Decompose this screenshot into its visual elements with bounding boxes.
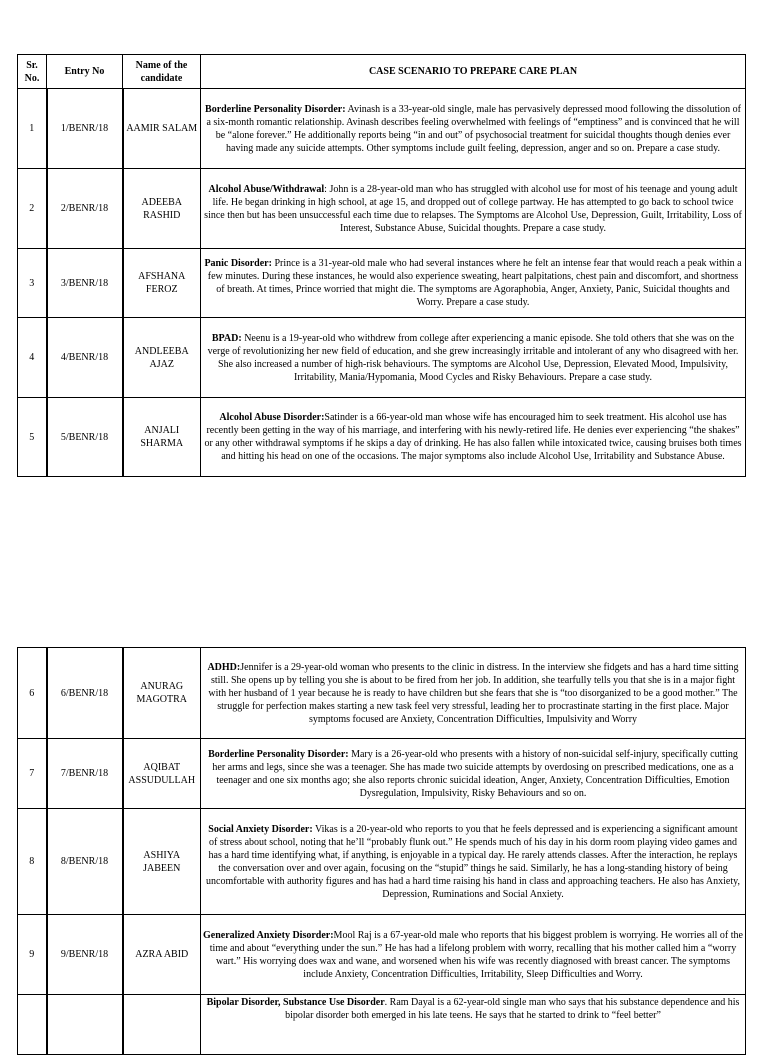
care-plan-table-bottom xyxy=(17,647,746,1055)
scenario-text: Satinder is a 66-year-old man whose wife has encouraged him to seek treatment. His alcohol use has recently been getting in the way of his marriage, and interfering with his newly-retired life. He denies ever experiencing “the shakes” or any other withdrawal symptoms if he skips a day of drinking. He has also fallen while intoxicated twice, causing bruises both times and hitting his head on one of the occasions. The major symptoms also include Alcohol Use, Irritability and Substance Abuse. xyxy=(204,412,742,462)
row-sr: 9 xyxy=(18,915,47,995)
row-sr: 1 xyxy=(18,89,47,169)
row-name: ASHIYA JABEEN xyxy=(123,809,201,915)
row-scenario xyxy=(201,89,746,169)
table-row xyxy=(18,915,746,995)
row-entry xyxy=(47,995,123,1055)
row-sr: 6 xyxy=(18,648,47,739)
header-candidate: Name of the candidate xyxy=(123,55,201,89)
row-name: AQIBAT ASSUDULLAH xyxy=(123,739,201,809)
row-name xyxy=(123,995,201,1055)
header-scenario: CASE SCENARIO TO PREPARE CARE PLAN xyxy=(201,55,746,89)
scenario-title: Borderline Personality Disorder: xyxy=(205,103,346,115)
row-name: ANURAG MAGOTRA xyxy=(123,648,201,739)
row-sr xyxy=(18,995,47,1055)
row-scenario xyxy=(201,318,746,398)
row-scenario xyxy=(201,169,746,249)
table-row xyxy=(18,648,746,739)
row-name: ANJALI SHARMA xyxy=(123,398,201,477)
row-scenario xyxy=(201,995,746,1055)
row-scenario xyxy=(201,249,746,318)
table-row xyxy=(18,318,746,398)
row-name: ANDLEEBA AJAZ xyxy=(123,318,201,398)
scenario-title: Bipolar Disorder, Substance Use Disorder xyxy=(206,997,385,1008)
scenario-text: Neenu is a 19-year-old who withdrew from college after experiencing a manic episode. She told others that she was on the verge of revolutionizing her new field of education, and she grew increasingly irritable and intolerant of any who disagreed with her. She also increased a number of high-risk behaviours. The symptoms are Alcohol Use, Depression, Elevated Mood, Impulsivity, Irritability, Mania/Hypomania, Mood Cycles and Risky Behaviours. Prepare a case study. xyxy=(207,332,739,383)
row-entry: 9/BENR/18 xyxy=(47,915,123,995)
table-row xyxy=(18,398,746,477)
scenario-text: Prince is a 31-year-old male who had several instances where he felt an intense fear that would reach a peak within a few minutes. During these instances, he would also experience sweating, heart palpitations, chest pain and discomfort, and shortness of breath. At times, Prince worried that might die. The symptoms are Agoraphobia, Anger, Anxiety, Panic, Suicidal thoughts and Worry. Prepare a case study. xyxy=(207,258,742,308)
scenario-text: Jennifer is a 29-year-old woman who presents to the clinic in distress. In the interview she fidgets and has a hard time sitting still. She opens up by telling you she is about to be fired from her job. In addition, she tearfully tells you that she is in a major fight with her husband of 1 year because he is ready to have children but she fears that she is “too disorganized to be a good mother.” The struggle for perfection makes starting a new task feel very stressful, leading her to procrastinate starting in the first place. Major symptoms focused are Anxiety, Concentration Difficulties, Impulsivity and Worry xyxy=(208,661,739,725)
row-sr: 7 xyxy=(18,739,47,809)
scenario-title: Borderline Personality Disorder: xyxy=(208,748,349,760)
row-scenario xyxy=(201,398,746,477)
table-header-row xyxy=(18,55,746,89)
table-row xyxy=(18,739,746,809)
row-entry: 7/BENR/18 xyxy=(47,739,123,809)
table-row xyxy=(18,809,746,915)
row-entry: 4/BENR/18 xyxy=(47,318,123,398)
row-scenario xyxy=(201,809,746,915)
scenario-title: Alcohol Abuse/Withdrawal xyxy=(208,183,325,195)
scenario-text: . Ram Dayal is a 62-year-old single man who says that his substance dependence and his bipolar disorder both emerged in his late teens. He says that he started to drink to “feel better” xyxy=(285,997,740,1021)
scenario-title: Social Anxiety Disorder: xyxy=(208,823,313,835)
table-row xyxy=(18,995,746,1055)
scenario-text: Avinash is a 33-year-old single, male has pervasively depressed mood following the dissolution of a six-month romantic relationship. Avinash describes feeling overwhelmed with feelings of “emptiness” and is convinced that he will be “alone forever.” He additionally reports being “in and out” of psychosocial treatment for suicidal thoughts though denies ever having made any suicide attempts. Other symptoms include guilt feeling, depression, anger and so on. Prepare a case study. xyxy=(206,103,741,154)
row-sr: 4 xyxy=(18,318,47,398)
row-scenario xyxy=(201,915,746,995)
row-scenario xyxy=(201,739,746,809)
row-sr: 3 xyxy=(18,249,47,318)
row-entry: 5/BENR/18 xyxy=(47,398,123,477)
row-sr: 8 xyxy=(18,809,47,915)
row-scenario xyxy=(201,648,746,739)
scenario-title: ADHD: xyxy=(207,661,241,673)
row-entry: 2/BENR/18 xyxy=(47,169,123,249)
row-name: ADEEBA RASHID xyxy=(123,169,201,249)
row-sr: 2 xyxy=(18,169,47,249)
scenario-text: Mary is a 26-year-old who presents with a history of non-suicidal self-injury, specifically cutting her arms and legs, since she was a teenager. She has made two suicide attempts by overdosing on prescribed medications, one as a teenager and one six months ago; she also reports chronic suicidal ideation, Anger, Anxiety, Concentration Difficulties, Emotion Dysregulation, Impulsivity, Risky Behaviours and so on. xyxy=(212,748,738,799)
scenario-text: Vikas is a 20-year-old who reports to you that he feels depressed and is experiencing a significant amount of stress about school, noting that he’ll “probably flunk out.” He spends much of his day in his dorm room playing video games and has a hard time identifying what, if anything, is enjoyable in a typical day. He rarely attends classes. After the interaction, he replays the conversation over and over again, focusing on the “stupid” things he said. Similarly, he has a long-standing history of being uncomfortable with authority figures and has had a hard time raising his hand in class and approaching teachers. He also has Anxiety, Depression, Ruminations and Social Anxiety. xyxy=(206,823,740,900)
scenario-title: Generalized Anxiety Disorder: xyxy=(203,929,334,941)
row-entry: 3/BENR/18 xyxy=(47,249,123,318)
header-sr-no: Sr. No. xyxy=(18,55,47,89)
scenario-title: BPAD: xyxy=(211,332,242,344)
care-plan-table-top xyxy=(17,54,746,477)
scenario-title: Panic Disorder: xyxy=(204,258,272,269)
table-row xyxy=(18,169,746,249)
scenario-title: Alcohol Abuse Disorder: xyxy=(219,412,325,423)
scenario-text: Mool Raj is a 67-year-old male who reports that his biggest problem is worrying. He worries all of the time and about “everything under the sun.” He has had a lifelong problem with worry, recalling that his mother called him a “worry wart.” His worrying does wax and wane, and worsened when his wife was recently diagnosed with breast cancer. The symptoms include Anxiety, Concentration Difficulties, Irritability, Sleep Difficulties and Worry. xyxy=(209,929,743,980)
row-name: AFSHANA FEROZ xyxy=(123,249,201,318)
table-row xyxy=(18,89,746,169)
row-entry: 1/BENR/18 xyxy=(47,89,123,169)
table-row xyxy=(18,249,746,318)
row-entry: 8/BENR/18 xyxy=(47,809,123,915)
row-name: AZRA ABID xyxy=(123,915,201,995)
row-name: AAMIR SALAM xyxy=(123,89,201,169)
header-entry-no: Entry No xyxy=(47,55,123,89)
row-sr: 5 xyxy=(18,398,47,477)
scenario-text: : John is a 28-year-old man who has struggled with alcohol use for most of his teenage and young adult life. He began drinking in high school, at age 15, and dropped out of college partway. He has attempted to go back to school twice since then but has been unsuccessful each time due to relapses. The Symptoms are Alcohol Use, Depression, Guilt, Irritability, Loss of Interest, Substance Abuse, Suicidal thoughts. Prepare a case study. xyxy=(204,183,742,234)
row-entry: 6/BENR/18 xyxy=(47,648,123,739)
